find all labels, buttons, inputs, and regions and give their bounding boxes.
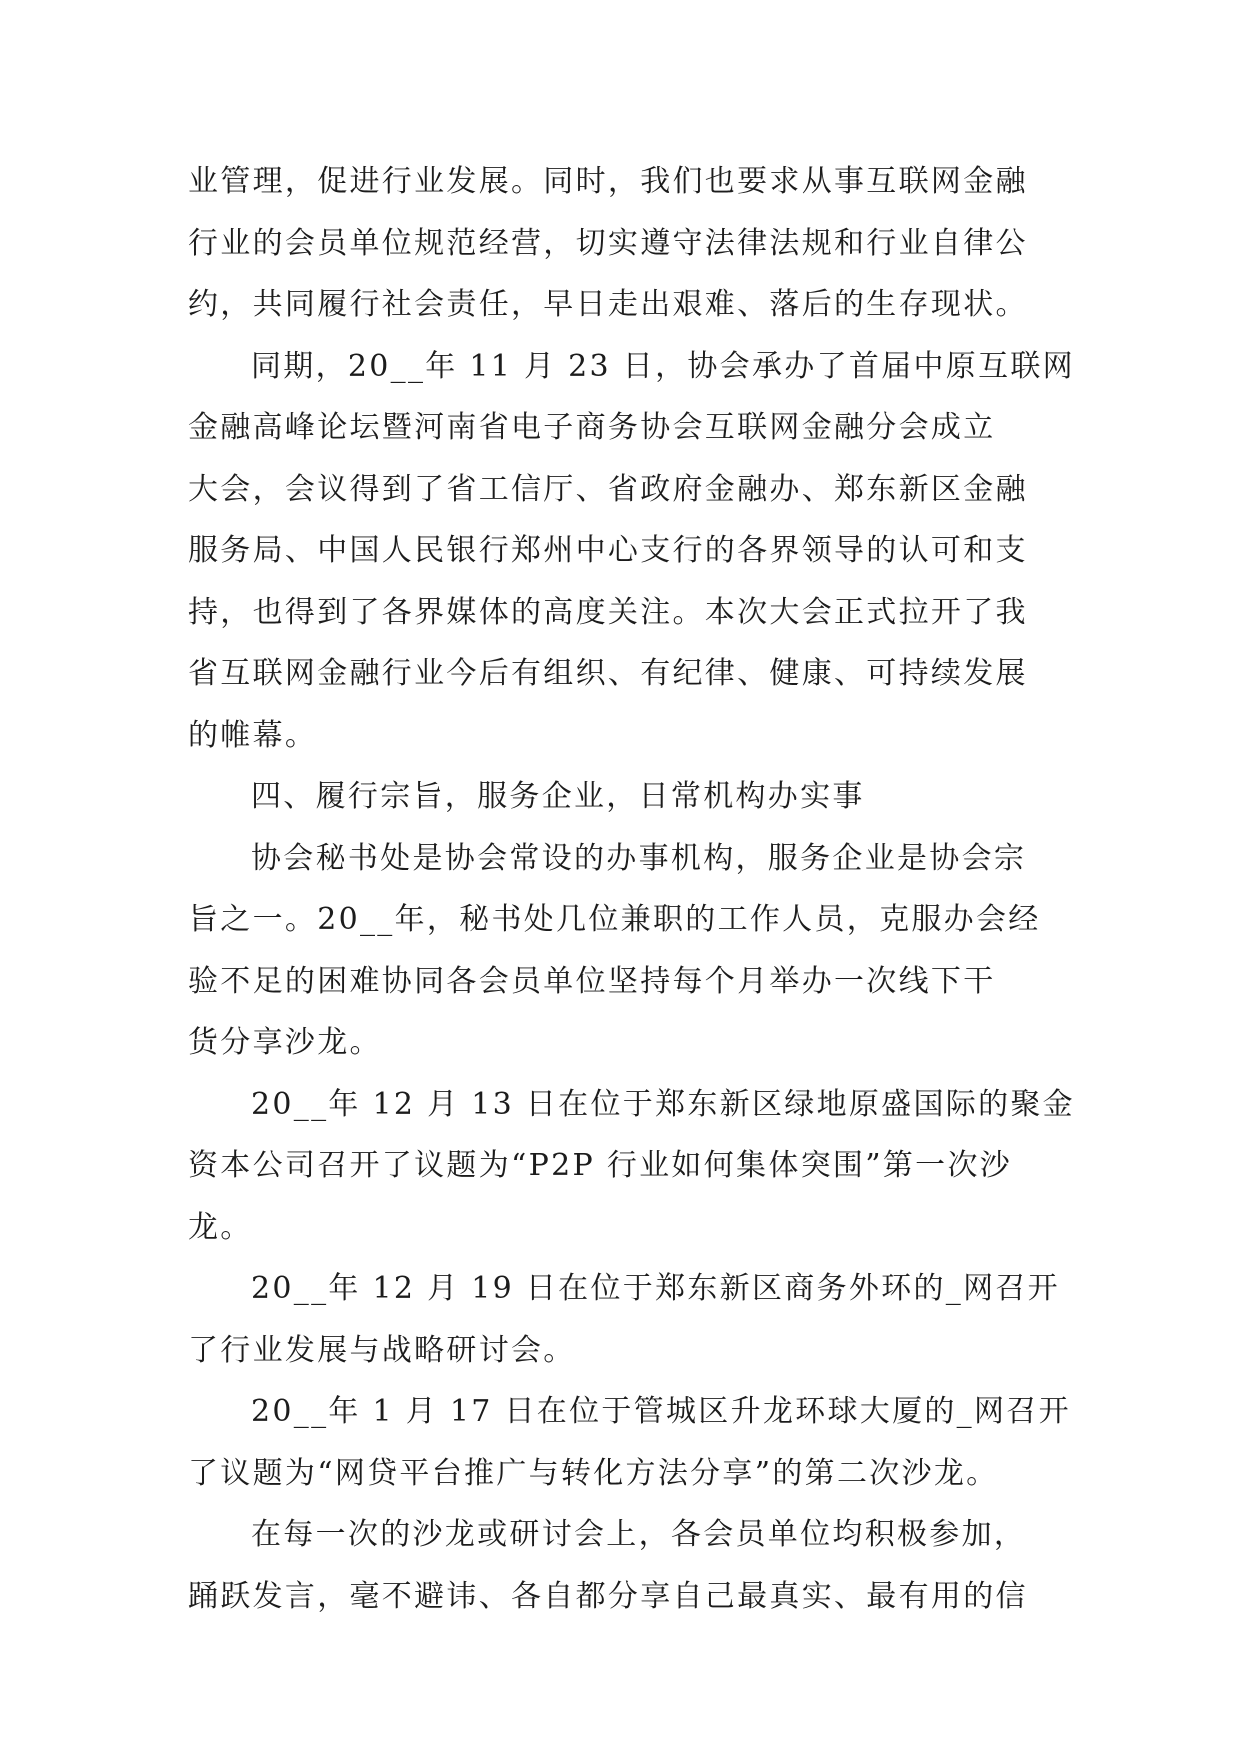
- text-line: 旨之一。20__年，秘书处几位兼职的工作人员，克服办会经: [188, 902, 1041, 937]
- text-line: 的帷幕。: [188, 717, 318, 753]
- text-line: 了议题为“网贷平台推广与转化方法分享”的第二次沙龙。: [188, 1455, 999, 1491]
- text-line: 在每一次的沙龙或研讨会上，各会员单位均积极参加，: [251, 1517, 1027, 1552]
- body-text: [188, 151, 1075, 1627]
- text-line: 大会，会议得到了省工信厅、省政府金融办、郑东新区金融: [188, 471, 1028, 507]
- text-line: 协会秘书处是协会常设的办事机构，服务企业是协会宗: [251, 840, 1027, 876]
- text-line: 金融高峰论坛暨河南省电子商务协会互联网金融分会成立: [188, 410, 996, 445]
- text-line: 20__年 12 月 19 日在位于郑东新区商务外环的_网召开: [251, 1271, 1060, 1306]
- text-line: 了行业发展与战略研讨会。: [188, 1332, 576, 1368]
- text-line: 持，也得到了各界媒体的高度关注。本次大会正式拉开了我: [188, 594, 1028, 630]
- text-line: 同期，20__年 11 月 23 日，协会承办了首届中原互联网: [251, 348, 1075, 384]
- section-heading: 四、履行宗旨，服务企业，日常机构办实事: [251, 779, 865, 814]
- text-line: 踊跃发言，毫不避讳、各自都分享自己最真实、最有用的信: [188, 1578, 1028, 1614]
- text-line: 约，共同履行社会责任，早日走出艰难、落后的生存现状。: [188, 287, 1028, 322]
- text-line: 龙。: [188, 1209, 253, 1245]
- text-line: 业管理，促进行业发展。同时，我们也要求从事互联网金融: [188, 164, 1028, 199]
- text-line: 货分享沙龙。: [188, 1025, 382, 1060]
- text-line: 20__年 1 月 17 日在位于管城区升龙环球大厦的_网召开: [251, 1394, 1071, 1429]
- text-line: 资本公司召开了议题为“P2P 行业如何集体突围”第一次沙: [188, 1148, 1013, 1183]
- text-line: 行业的会员单位规范经营，切实遵守法律法规和行业自律公: [188, 225, 1028, 261]
- text-line: 验不足的困难协同各会员单位坚持每个月举办一次线下干: [188, 963, 996, 999]
- text-line: 服务局、中国人民银行郑州中心支行的各界领导的认可和支: [188, 533, 1028, 568]
- text-line: 20__年 12 月 13 日在位于郑东新区绿地原盛国际的聚金: [251, 1086, 1075, 1122]
- text-line: 省互联网金融行业今后有组织、有纪律、健康、可持续发展: [188, 656, 1028, 691]
